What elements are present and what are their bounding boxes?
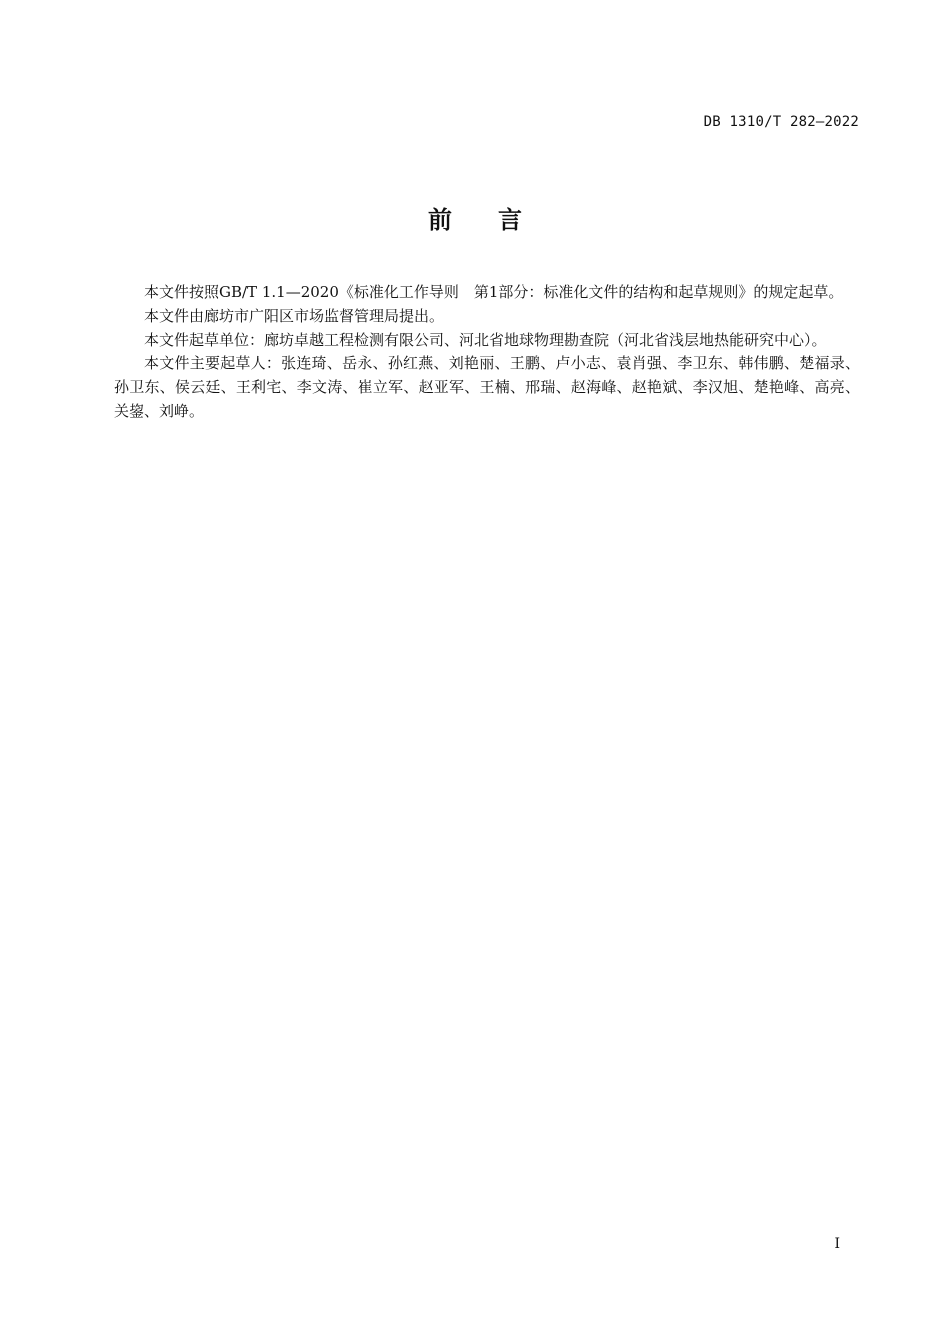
title-char-1: 前	[428, 206, 452, 234]
document-number: DB 1310/T 282—2022	[703, 114, 859, 130]
paragraph-proposer: 本文件由廊坊市广阳区市场监督管理局提出。	[144, 306, 445, 325]
page-title	[0, 200, 950, 235]
foreword-body	[114, 281, 860, 424]
page-number: I	[834, 1236, 840, 1252]
paragraph-drafters: 本文件主要起草人：张连琦、岳永、孙红燕、刘艳丽、王鹏、卢小志、袁肖强、李卫东、韩伟鹏、楚福录、孙卫东、侯云廷、王利宅、李文涛、崔立军、赵亚军、王楠、邢瑞、赵海峰、赵艳斌、李汉旭、楚艳峰、高亮、关鋆、刘峥。	[114, 354, 860, 420]
paragraph-drafting-units: 本文件起草单位：廊坊卓越工程检测有限公司、河北省地球物理勘查院（河北省浅层地热能研究中心）。	[144, 330, 827, 349]
paragraph-drafting-rules: 本文件按照GB/T 1.1—2020《标准化工作导则 第1部分：标准化文件的结构和起草规则》的规定起草。	[144, 283, 844, 301]
title-char-2: 言	[498, 206, 522, 234]
